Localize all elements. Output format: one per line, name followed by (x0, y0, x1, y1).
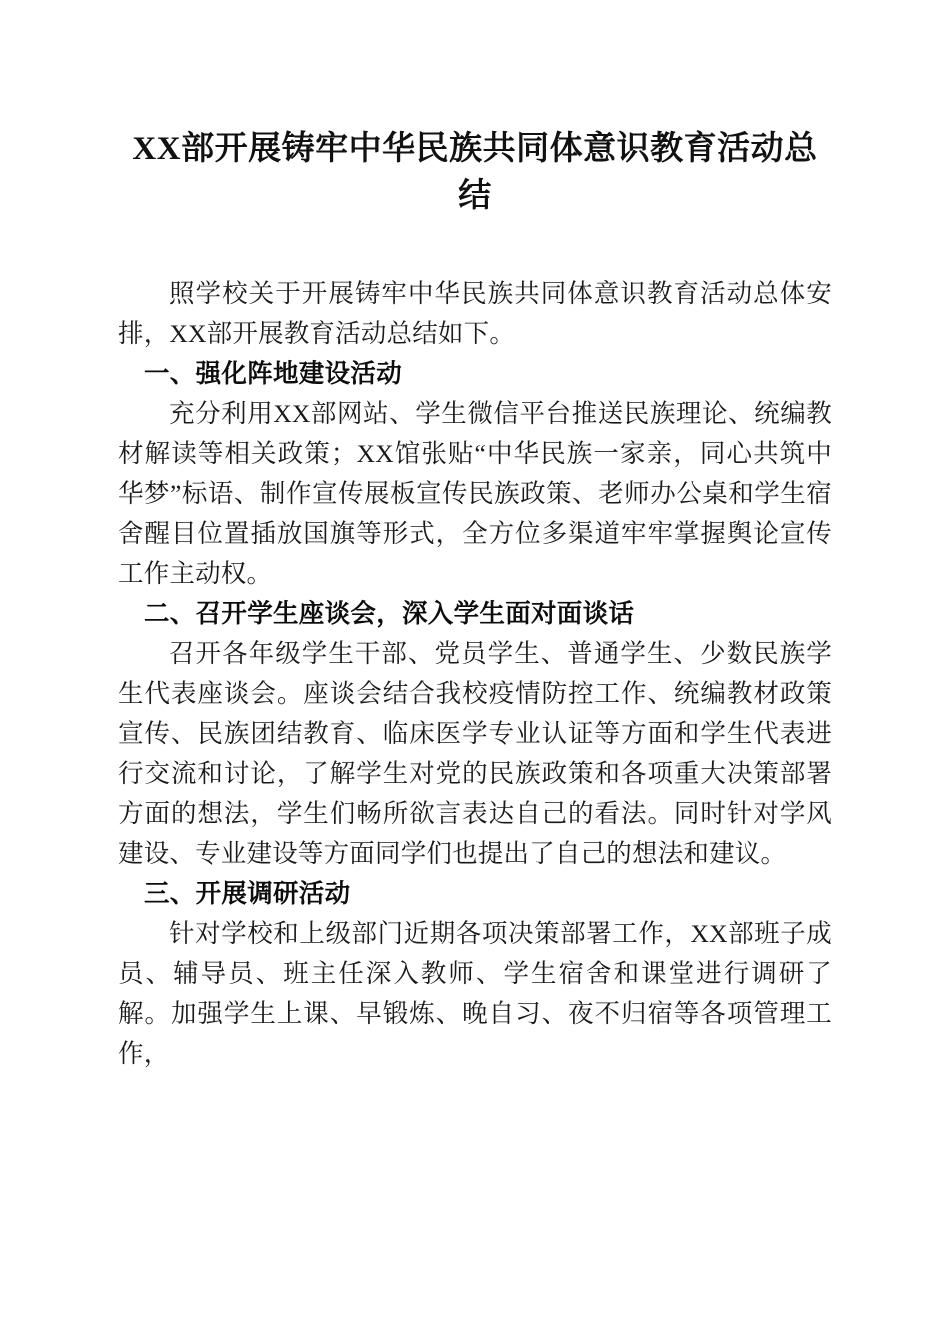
document-body (118, 0, 832, 1074)
section-paragraph-2: 召开各年级学生干部、党员学生、普通学生、少数民族学生代表座谈会。座谈会结合我校疫情防控工作、统编教材政策宣传、民族团结教育、临床医学专业认证等方面和学生代表进行交流和讨论，了解学生对党的民族政策和各项重大决策部署方面的想法，学生们畅所欲言表达自己的看法。同时针对学风建设、专业建设等方面同学们也提出了自己的想法和建议。 (118, 639, 832, 868)
section-paragraph-3: 针对学校和上级部门近期各项决策部署工作，XX部班子成员、辅导员、班主任深入教师、学生宿舍和课堂进行调研了解。加强学生上课、早锻炼、晚自习、夜不归宿等各项管理工作， (118, 919, 832, 1068)
section-heading-1: 一、强化阵地建设活动 (144, 360, 403, 388)
section-paragraph-1: 充分利用XX部网站、学生微信平台推送民族理论、统编教材解读等相关政策；XX馆张贴“中华民族一家亲，同心共筑中华梦”标语、制作宣传展板宣传民族政策、老师办公桌和学生宿舍醒目位置插放国旗等形式，全方位多渠道牢牢掌握舆论宣传工作主动权。 (118, 399, 832, 588)
page-title: XX部开展铸牢中华民族共同体意识教育活动总结 (132, 131, 818, 214)
section-heading-3: 三、开展调研活动 (144, 880, 351, 908)
intro-paragraph: 照学校关于开展铸牢中华民族共同体意识教育活动总体安排，XX部开展教育活动总结如下。 (118, 279, 832, 348)
section-heading-2: 二、召开学生座谈会，深入学生面对面谈话 (144, 600, 635, 628)
